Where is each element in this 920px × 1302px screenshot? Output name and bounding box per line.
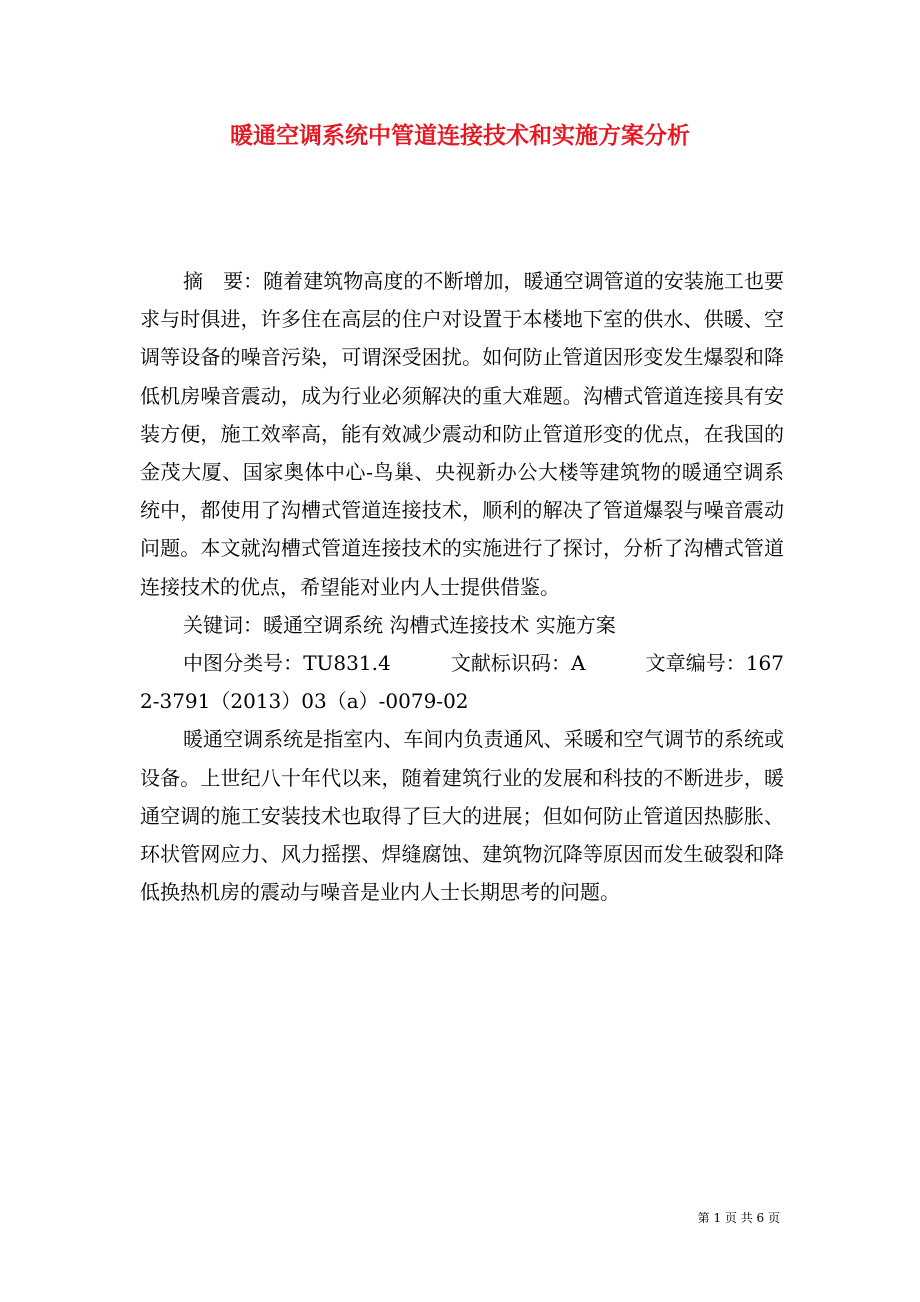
body-paragraph: 暖通空调系统是指室内、车间内负责通风、采暖和空气调节的系统或设备。上世纪八十年代以来，随着建筑行业的发展和科技的不断进步，暖通空调的施工安装技术也取得了巨大的进展；但如何防止管道因热膨胀、环状管网应力、风力摇摆、焊缝腐蚀、建筑物沉降等原因而发生破裂和降低换热机房的震动与噪音是业内人士长期思考的问题。 <box>140 727 784 905</box>
document-title: 暖通空调系统中管道连接技术和实施方案分析 <box>230 122 690 149</box>
document-body <box>140 262 784 911</box>
keywords-paragraph: 关键词：暖通空调系统 沟槽式连接技术 实施方案 <box>183 612 616 637</box>
abstract-paragraph: 摘 要：随着建筑物高度的不断增加，暖通空调管道的安装施工也要求与时俱进，许多住在高层的住户对设置于本楼地下室的供水、供暖、空调等设备的噪音污染，可谓深受困扰。如何防止管道因形变发生爆裂和降低机房噪音震动，成为行业必须解决的重大难题。沟槽式管道连接具有安装方便，施工效率高，能有效减少震动和防止管道形变的优点，在我国的金茂大厦、国家奥体中心-鸟巢、央视新办公大楼等建筑物的暖通空调系统中，都使用了沟槽式管道连接技术，顺利的解决了管道爆裂与噪音震动问题。本文就沟槽式管道连接技术的实施进行了探讨，分析了沟槽式管道连接技术的优点，希望能对业内人士提供借鉴。 <box>140 269 784 599</box>
page-number-footer: 第 1 页 共 6 页 <box>697 1211 780 1225</box>
classification-paragraph: 中图分类号：TU831.4 文献标识码：A 文章编号：1672-3791（2013）03（a）-0079-02 <box>140 651 784 714</box>
